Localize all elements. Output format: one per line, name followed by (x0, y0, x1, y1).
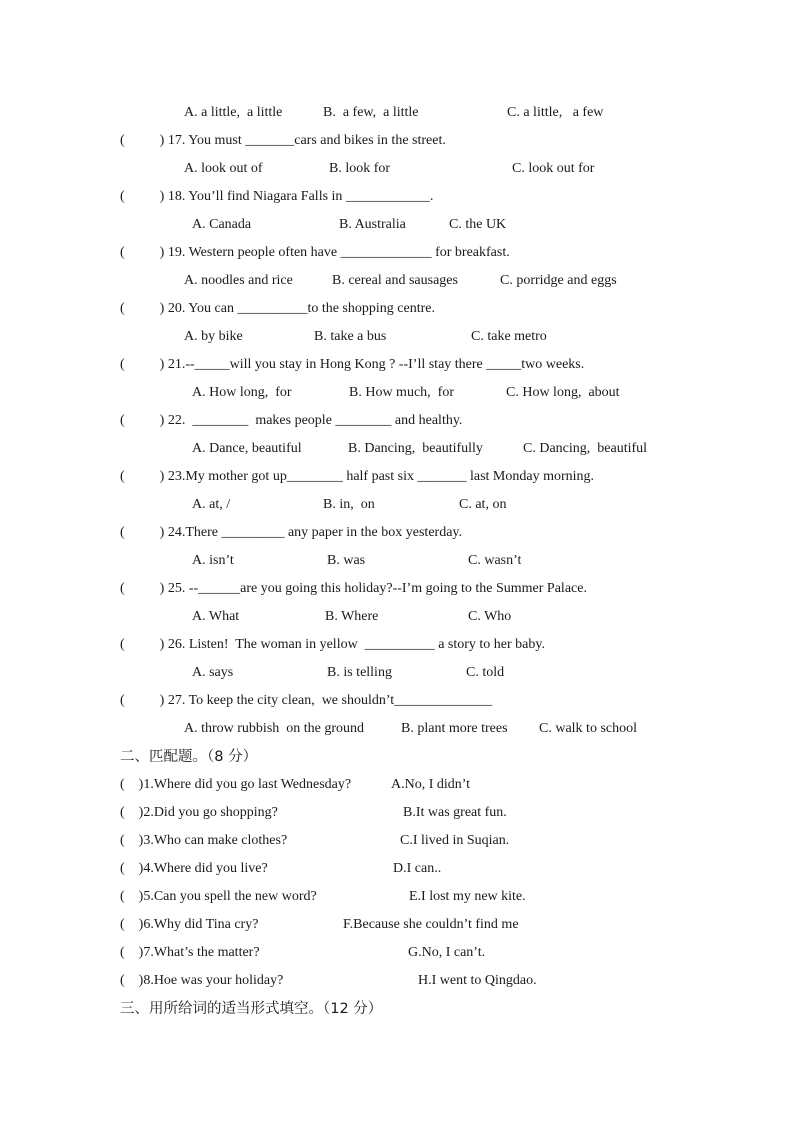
option-a: A. isn’t (192, 553, 234, 568)
option-c: C. take metro (471, 329, 547, 344)
matching-question: ( )6.Why did Tina cry? (120, 917, 259, 932)
option-a: A. by bike (184, 329, 243, 344)
option-c: C. Dancing, beautiful (523, 441, 648, 456)
option-a: A. Canada (192, 217, 252, 232)
matching-question: ( )4.Where did you live? (120, 861, 268, 876)
option-b: B. take a bus (314, 329, 387, 344)
option-c: C. the UK (449, 217, 507, 232)
matching-answer: C.I lived in Suqian. (400, 833, 510, 848)
question-stem: ( ) 17. You must _______cars and bikes in the street. (120, 133, 446, 148)
question-stem: ( ) 24.There _________ any paper in the box yesterday. (120, 525, 462, 540)
option-a: A. look out of (184, 161, 263, 176)
matching-answer: H.I went to Qingdao. (418, 973, 537, 988)
question-stem: ( ) 19. Western people often have _____________ for breakfast. (120, 245, 510, 260)
section-heading: 二、匹配题。（8 分） (120, 749, 258, 765)
option-c: C. told (466, 665, 505, 680)
option-a: A. at, / (192, 497, 231, 512)
option-a: A. throw rubbish on the ground (184, 721, 365, 736)
option-c: C. porridge and eggs (500, 273, 617, 288)
q16-option-c: C. a little, a few (507, 105, 604, 120)
question-stem: ( ) 23.My mother got up________ half past six _______ last Monday morning. (120, 469, 595, 484)
option-a: A. noodles and rice (184, 273, 293, 288)
question-stem: ( ) 18. You’ll find Niagara Falls in ____________. (120, 189, 434, 204)
q16-option-b: B. a few, a little (323, 105, 419, 120)
option-b: B. was (327, 553, 366, 568)
matching-answer: D.I can.. (393, 861, 442, 876)
question-stem: ( ) 27. To keep the city clean, we shouldn’t______________ (120, 693, 493, 708)
option-a: A. says (192, 665, 234, 680)
question-stem: ( ) 22. ________ makes people ________ and healthy. (120, 413, 463, 428)
question-stem: ( ) 21.--_____will you stay in Hong Kong ? --I’ll stay there _____two weeks. (120, 357, 585, 372)
question-stem: ( ) 25. --______are you going this holiday?--I’m going to the Summer Palace. (120, 581, 587, 596)
matching-question: ( )3.Who can make clothes? (120, 833, 288, 848)
option-c: C. Who (468, 609, 512, 624)
matching-answer: B.It was great fun. (403, 805, 507, 820)
option-a: A. What (192, 609, 240, 624)
option-c: C. look out for (512, 161, 595, 176)
option-c: C. wasn’t (468, 553, 522, 568)
option-c: C. walk to school (539, 721, 637, 736)
matching-answer: G.No, I can’t. (408, 945, 486, 960)
question-stem: ( ) 20. You can __________to the shopping centre. (120, 301, 435, 316)
q16-option-a: A. a little, a little (184, 105, 283, 120)
option-b: B. plant more trees (401, 721, 508, 736)
option-b: B. Dancing, beautifully (348, 441, 483, 456)
question-stem: ( ) 26. Listen! The woman in yellow __________ a story to her baby. (120, 637, 545, 652)
option-b: B. look for (329, 161, 391, 176)
matching-question: ( )8.Hoe was your holiday? (120, 973, 284, 988)
option-b: B. How much, for (349, 385, 454, 400)
matching-answer: E.I lost my new kite. (409, 889, 526, 904)
matching-question: ( )7.What’s the matter? (120, 945, 260, 960)
option-b: B. Australia (339, 217, 406, 232)
option-a: A. How long, for (192, 385, 292, 400)
option-b: B. in, on (323, 497, 375, 512)
section-heading: 三、用所给词的适当形式填空。（12 分） (120, 1001, 383, 1017)
matching-answer: F.Because she couldn’t find me (343, 917, 519, 932)
option-c: C. at, on (459, 497, 507, 512)
option-a: A. Dance, beautiful (192, 441, 302, 456)
matching-question: ( )5.Can you spell the new word? (120, 889, 317, 904)
option-b: B. Where (325, 609, 379, 624)
option-b: B. cereal and sausages (332, 273, 458, 288)
option-c: C. How long, about (506, 385, 620, 400)
matching-question: ( )1.Where did you go last Wednesday? (120, 777, 352, 792)
option-b: B. is telling (327, 665, 392, 680)
matching-answer: A.No, I didn’t (391, 777, 471, 792)
matching-question: ( )2.Did you go shopping? (120, 805, 278, 820)
